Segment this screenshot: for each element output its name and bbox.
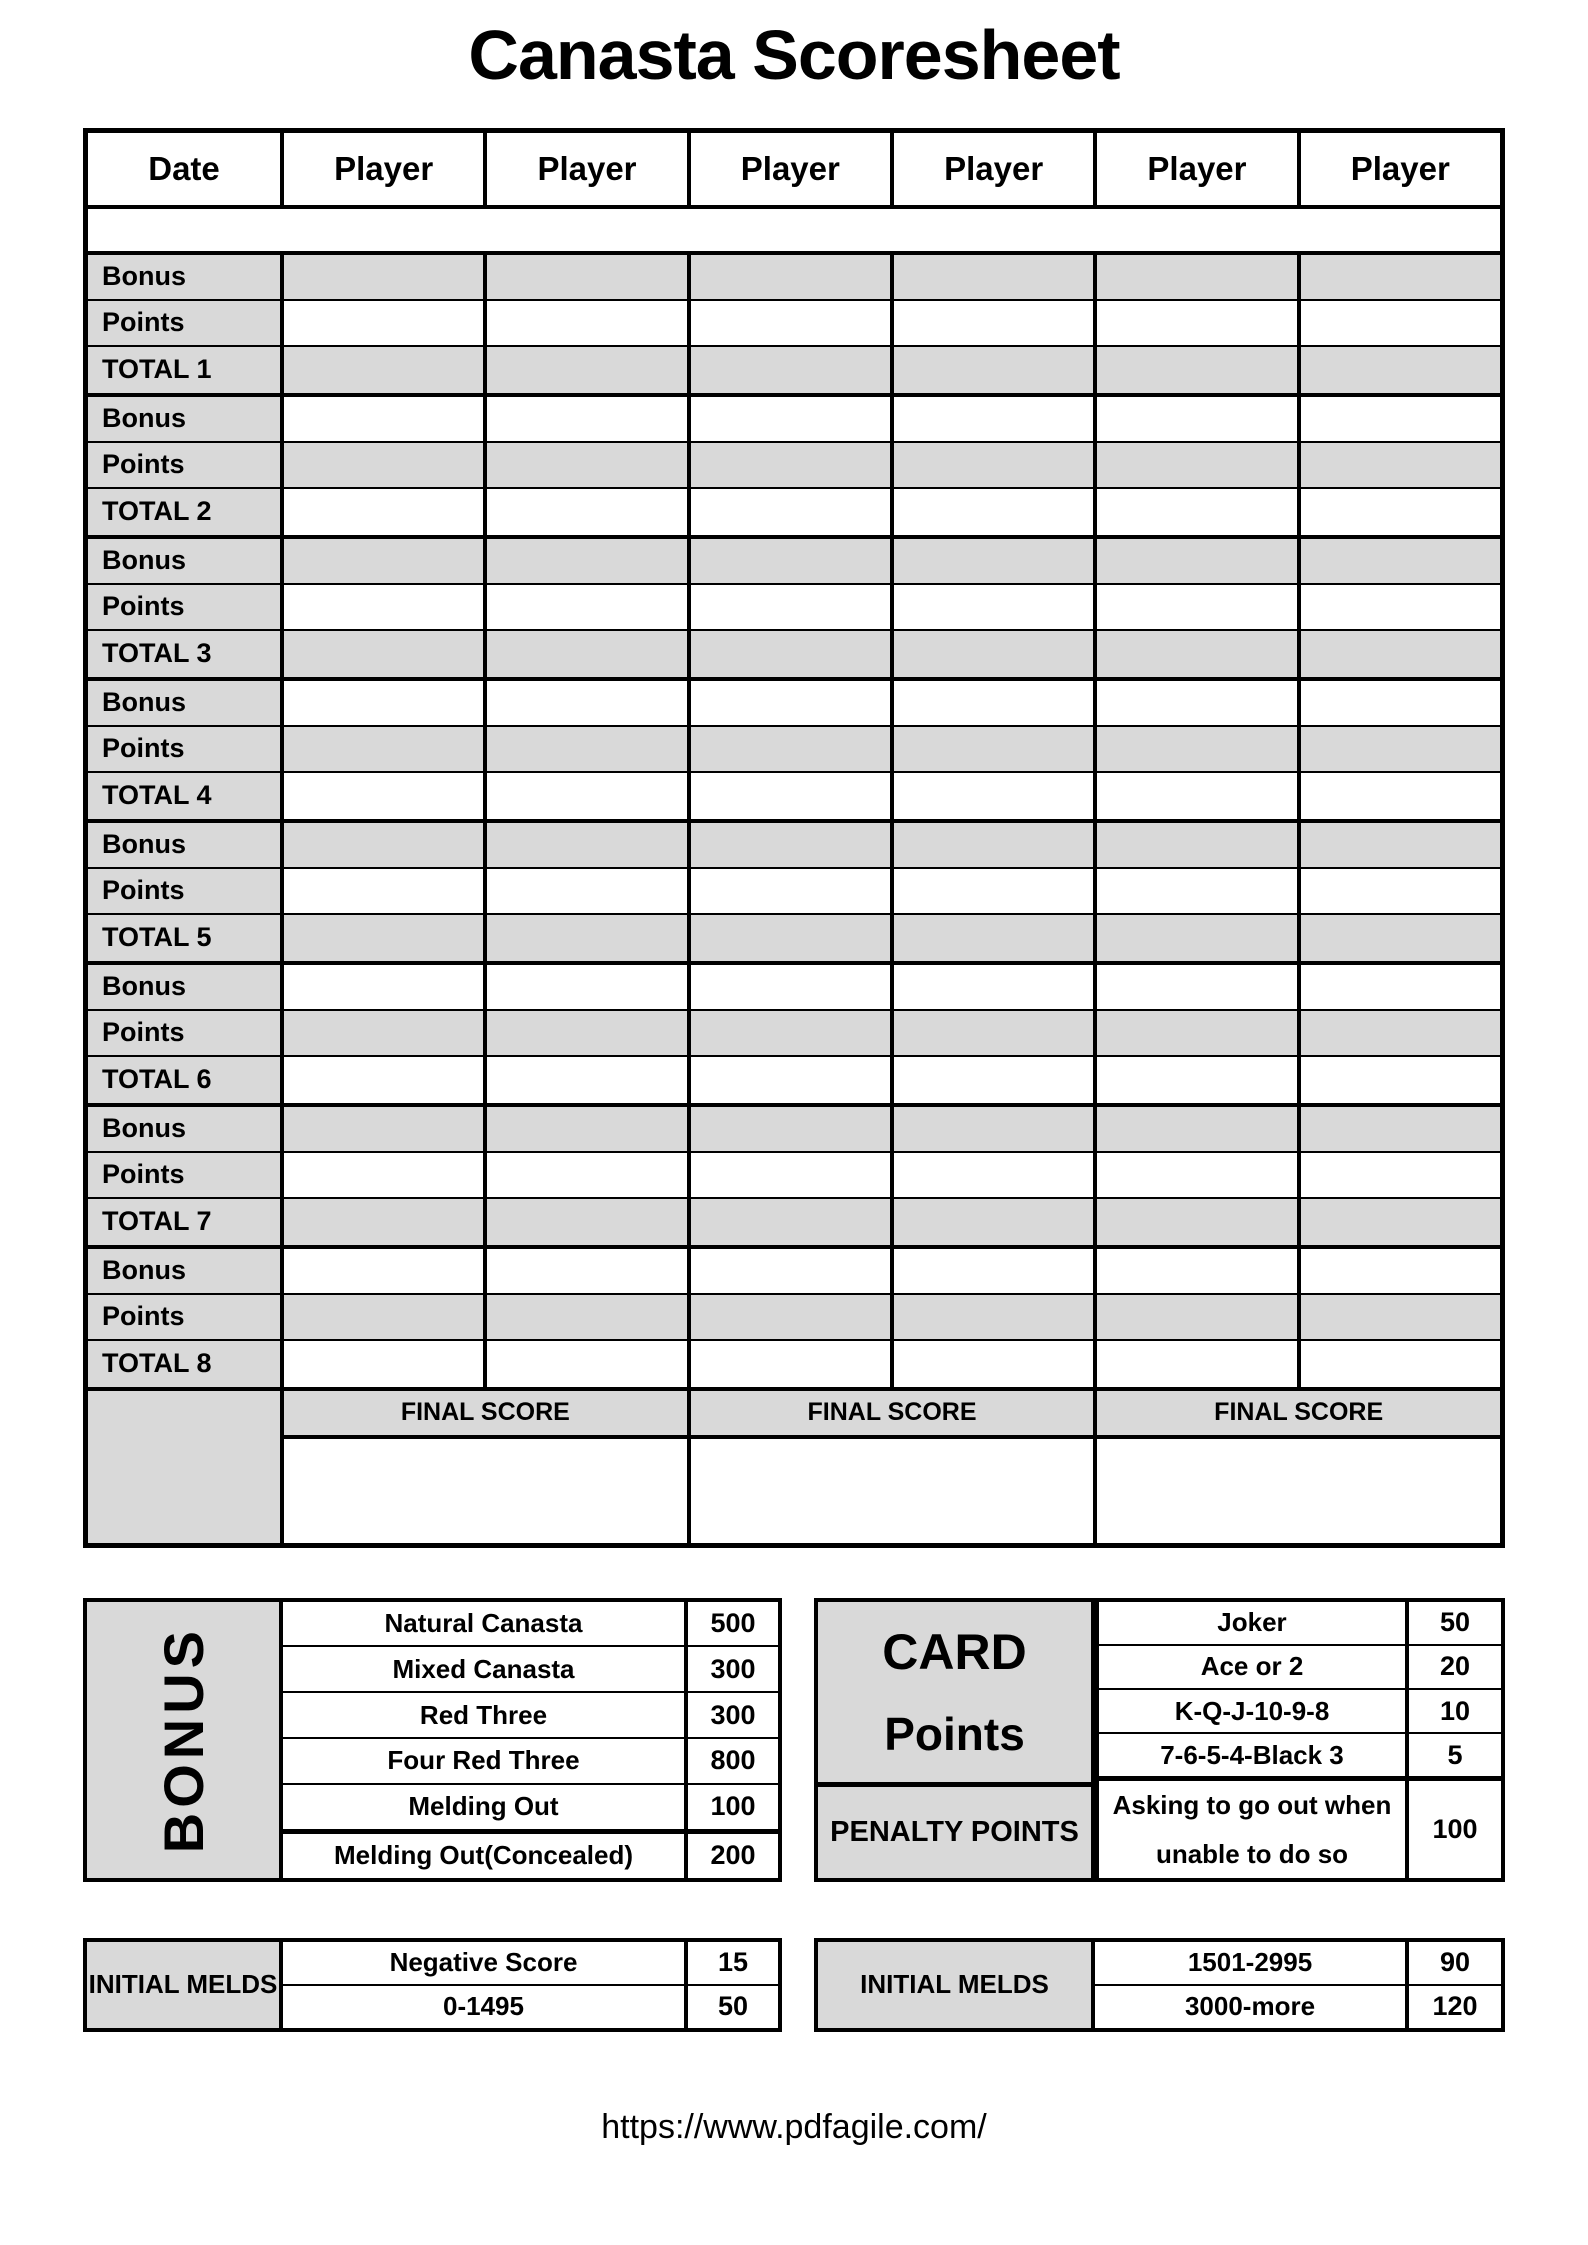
score-cell[interactable] — [1097, 1295, 1300, 1339]
bonus-item-value: 500 — [688, 1602, 778, 1646]
score-cell[interactable] — [691, 773, 894, 819]
score-row — [88, 255, 1500, 301]
score-cell[interactable] — [487, 397, 690, 441]
score-cell[interactable] — [691, 489, 894, 535]
score-cell[interactable] — [487, 823, 690, 867]
initial-meld-label: 3000-more — [1095, 1986, 1409, 2028]
score-row — [88, 823, 1500, 869]
score-cell[interactable] — [284, 1199, 487, 1245]
score-cell[interactable] — [1097, 1107, 1300, 1151]
initial-melds-table-left — [283, 1938, 782, 2032]
score-cell[interactable] — [894, 1011, 1097, 1055]
score-cell[interactable] — [1301, 539, 1500, 583]
score-cell[interactable] — [1301, 443, 1500, 487]
score-cell[interactable] — [1097, 681, 1300, 725]
card-point-value: 5 — [1409, 1734, 1501, 1776]
score-cell[interactable] — [487, 727, 690, 771]
card-point-label: 7-6-5-4-Black 3 — [1099, 1734, 1409, 1776]
score-cell[interactable] — [691, 347, 894, 393]
initial-meld-label: 0-1495 — [283, 1986, 688, 2028]
score-cell[interactable] — [1097, 443, 1300, 487]
row-label-cell: Points — [88, 1011, 284, 1055]
initial-meld-value: 15 — [688, 1942, 778, 1984]
score-cell[interactable] — [487, 1153, 690, 1197]
player-column-header: Player — [487, 133, 690, 205]
player-column-header: Player — [894, 133, 1097, 205]
score-cell[interactable] — [894, 1153, 1097, 1197]
score-cell[interactable] — [1301, 727, 1500, 771]
final-score-header: FINAL SCORE — [284, 1391, 691, 1435]
score-cell[interactable] — [284, 773, 487, 819]
card-point-row — [1099, 1690, 1501, 1734]
score-cell[interactable] — [691, 255, 894, 299]
score-cell[interactable] — [894, 1341, 1097, 1387]
score-row — [88, 1153, 1500, 1199]
score-cell[interactable] — [1301, 1341, 1500, 1387]
final-score-cell[interactable] — [1097, 1439, 1500, 1543]
score-cell[interactable] — [284, 1057, 487, 1103]
score-cell[interactable] — [284, 1341, 487, 1387]
score-cell[interactable] — [284, 965, 487, 1009]
player-column-header: Player — [284, 133, 487, 205]
score-cell[interactable] — [284, 1295, 487, 1339]
bonus-items-table — [283, 1598, 782, 1882]
card-points-column — [814, 1598, 1095, 1882]
card-point-value: 50 — [1409, 1602, 1501, 1644]
initial-meld-row — [1095, 1986, 1501, 2028]
row-label-cell: Bonus — [88, 823, 284, 867]
final-score-cell[interactable] — [691, 1439, 1098, 1543]
bonus-item-value: 300 — [688, 1693, 778, 1737]
row-label-cell: Bonus — [88, 1107, 284, 1151]
score-cell[interactable] — [691, 1107, 894, 1151]
score-cell[interactable] — [284, 539, 487, 583]
score-cell[interactable] — [1097, 727, 1300, 771]
date-column-header: Date — [88, 133, 284, 205]
score-cell[interactable] — [487, 869, 690, 913]
score-row — [88, 773, 1500, 819]
score-cell[interactable] — [691, 965, 894, 1009]
score-cell[interactable] — [487, 1249, 690, 1293]
bonus-item-row — [283, 1834, 778, 1878]
score-cell[interactable] — [1097, 869, 1300, 913]
score-cell[interactable] — [691, 631, 894, 677]
score-cell[interactable] — [894, 397, 1097, 441]
score-cell[interactable] — [1097, 1153, 1300, 1197]
score-row — [88, 915, 1500, 961]
score-table — [83, 128, 1505, 1548]
score-group-4 — [88, 681, 1500, 823]
bonus-item-row — [283, 1693, 778, 1739]
score-cell[interactable] — [284, 347, 487, 393]
card-points-title-cell — [818, 1602, 1091, 1788]
score-cell[interactable] — [1097, 1341, 1300, 1387]
bonus-section — [83, 1598, 1505, 1882]
score-group-6 — [88, 965, 1500, 1107]
score-cell[interactable] — [487, 915, 690, 961]
player-column-header: Player — [1097, 133, 1300, 205]
score-cell[interactable] — [1301, 869, 1500, 913]
score-cell[interactable] — [691, 1011, 894, 1055]
row-label-cell: TOTAL 5 — [88, 915, 284, 961]
score-cell[interactable] — [894, 681, 1097, 725]
score-cell[interactable] — [284, 631, 487, 677]
score-cell[interactable] — [1097, 1249, 1300, 1293]
card-points-table — [1095, 1598, 1505, 1882]
player-column-header: Player — [1301, 133, 1500, 205]
score-cell[interactable] — [1097, 301, 1300, 345]
score-group-8 — [88, 1249, 1500, 1391]
score-cell[interactable] — [1301, 397, 1500, 441]
score-cell[interactable] — [284, 585, 487, 629]
score-cell[interactable] — [894, 965, 1097, 1009]
final-score-main — [284, 1391, 1500, 1543]
score-cell[interactable] — [487, 1057, 690, 1103]
initial-meld-value: 120 — [1409, 1986, 1501, 2028]
score-group-7 — [88, 1107, 1500, 1249]
score-cell[interactable] — [1301, 1153, 1500, 1197]
score-cell[interactable] — [284, 489, 487, 535]
score-cell[interactable] — [487, 255, 690, 299]
score-row — [88, 301, 1500, 347]
score-cell[interactable] — [691, 727, 894, 771]
penalty-label-line1: Asking to go out when — [1112, 1790, 1392, 1821]
score-cell[interactable] — [487, 1107, 690, 1151]
score-cell[interactable] — [1301, 347, 1500, 393]
initial-meld-row — [283, 1986, 778, 2028]
score-cell[interactable] — [1097, 255, 1300, 299]
bonus-item-row — [283, 1602, 778, 1648]
score-group-2 — [88, 397, 1500, 539]
score-cell[interactable] — [487, 681, 690, 725]
final-score-side-cell — [88, 1391, 284, 1543]
score-cell[interactable] — [894, 301, 1097, 345]
score-cell[interactable] — [284, 1249, 487, 1293]
score-cell[interactable] — [487, 301, 690, 345]
score-cell[interactable] — [691, 301, 894, 345]
score-cell[interactable] — [691, 1057, 894, 1103]
score-cell[interactable] — [1097, 1057, 1300, 1103]
score-cell[interactable] — [894, 1057, 1097, 1103]
row-label-cell: TOTAL 2 — [88, 489, 284, 535]
initial-meld-label: Negative Score — [283, 1942, 688, 1984]
row-label-cell: TOTAL 3 — [88, 631, 284, 677]
score-row — [88, 489, 1500, 535]
score-cell[interactable] — [894, 1199, 1097, 1245]
score-cell[interactable] — [691, 1153, 894, 1197]
score-cell[interactable] — [284, 727, 487, 771]
score-cell[interactable] — [691, 1341, 894, 1387]
card-point-row — [1099, 1734, 1501, 1776]
score-cell[interactable] — [1301, 1199, 1500, 1245]
score-cell[interactable] — [487, 1011, 690, 1055]
score-row — [88, 965, 1500, 1011]
score-cell[interactable] — [894, 773, 1097, 819]
initial-melds-title-left: INITIAL MELDS — [83, 1938, 283, 2032]
row-label-cell: Bonus — [88, 681, 284, 725]
score-cell[interactable] — [1097, 915, 1300, 961]
row-label-cell: Points — [88, 1153, 284, 1197]
row-label-cell: Points — [88, 443, 284, 487]
final-score-header: FINAL SCORE — [1097, 1391, 1500, 1435]
score-cell[interactable] — [284, 1153, 487, 1197]
score-cell[interactable] — [691, 1199, 894, 1245]
score-cell[interactable] — [1097, 489, 1300, 535]
initial-meld-row — [283, 1942, 778, 1986]
score-group-3 — [88, 539, 1500, 681]
row-label-cell: Bonus — [88, 539, 284, 583]
bonus-item-value: 300 — [688, 1647, 778, 1691]
score-cell[interactable] — [1301, 915, 1500, 961]
score-cell[interactable] — [1301, 585, 1500, 629]
bonus-item-label: Melding Out(Concealed) — [283, 1834, 688, 1878]
score-row — [88, 1295, 1500, 1341]
penalty-item-value: 100 — [1409, 1781, 1501, 1877]
initial-melds-title-right: INITIAL MELDS — [814, 1938, 1095, 2032]
row-label-cell: Points — [88, 585, 284, 629]
score-row — [88, 727, 1500, 773]
band-gap — [782, 1938, 814, 2032]
score-cell[interactable] — [487, 965, 690, 1009]
score-cell[interactable] — [487, 1199, 690, 1245]
score-cell[interactable] — [894, 1107, 1097, 1151]
score-cell[interactable] — [894, 823, 1097, 867]
row-label-cell: Points — [88, 727, 284, 771]
date-entry-row[interactable] — [88, 209, 1500, 255]
score-cell[interactable] — [487, 1341, 690, 1387]
score-table-header-row — [88, 133, 1500, 209]
bonus-item-value: 800 — [688, 1739, 778, 1783]
score-cell[interactable] — [894, 489, 1097, 535]
score-cell[interactable] — [691, 681, 894, 725]
score-row — [88, 347, 1500, 393]
score-row — [88, 681, 1500, 727]
card-point-label: Joker — [1099, 1602, 1409, 1644]
score-cell[interactable] — [1097, 347, 1300, 393]
initial-melds-table-right — [1095, 1938, 1505, 2032]
score-cell[interactable] — [284, 443, 487, 487]
row-label-cell: Points — [88, 869, 284, 913]
score-cell[interactable] — [691, 539, 894, 583]
card-points-title-line2: Points — [884, 1707, 1025, 1760]
score-row — [88, 585, 1500, 631]
card-point-row — [1099, 1602, 1501, 1646]
score-cell[interactable] — [1097, 585, 1300, 629]
row-label-cell: Points — [88, 1295, 284, 1339]
card-point-value: 10 — [1409, 1690, 1501, 1732]
footer-url: https://www.pdfagile.com/ — [601, 2107, 987, 2146]
score-cell[interactable] — [1301, 823, 1500, 867]
score-cell[interactable] — [284, 397, 487, 441]
score-cell[interactable] — [894, 727, 1097, 771]
score-row — [88, 1249, 1500, 1295]
card-point-value: 20 — [1409, 1646, 1501, 1688]
score-cell[interactable] — [894, 1295, 1097, 1339]
score-cell[interactable] — [894, 347, 1097, 393]
score-row — [88, 1341, 1500, 1387]
card-point-row — [1099, 1646, 1501, 1690]
score-cell[interactable] — [1097, 1011, 1300, 1055]
bonus-side-label: BONUS — [151, 1625, 215, 1854]
score-row — [88, 1107, 1500, 1153]
score-cell[interactable] — [1097, 397, 1300, 441]
row-label-cell: TOTAL 6 — [88, 1057, 284, 1103]
score-cell[interactable] — [284, 681, 487, 725]
penalty-label-line2: unable to do so — [1155, 1838, 1349, 1869]
score-row — [88, 631, 1500, 677]
score-cell[interactable] — [1097, 965, 1300, 1009]
card-points-title-line1: CARD — [882, 1623, 1027, 1680]
score-cell[interactable] — [1301, 1295, 1500, 1339]
row-label-cell: TOTAL 1 — [88, 347, 284, 393]
score-groups — [88, 255, 1500, 1391]
penalty-points-title-cell: PENALTY POINTS — [830, 1815, 1079, 1848]
initial-meld-value: 50 — [688, 1986, 778, 2028]
penalty-item-row — [1099, 1781, 1501, 1877]
score-cell[interactable] — [894, 255, 1097, 299]
final-score-header: FINAL SCORE — [691, 1391, 1098, 1435]
card-points-rows — [1099, 1602, 1501, 1782]
score-cell[interactable] — [1301, 773, 1500, 819]
score-cell[interactable] — [691, 1295, 894, 1339]
score-cell[interactable] — [691, 915, 894, 961]
score-cell[interactable] — [487, 1295, 690, 1339]
score-cell[interactable] — [1097, 823, 1300, 867]
score-cell[interactable] — [1301, 489, 1500, 535]
bonus-item-label: Mixed Canasta — [283, 1647, 688, 1691]
score-cell[interactable] — [894, 631, 1097, 677]
score-cell[interactable] — [894, 539, 1097, 583]
final-score-header-row — [284, 1391, 1500, 1439]
final-score-section — [88, 1391, 1500, 1543]
score-row — [88, 1057, 1500, 1103]
score-cell[interactable] — [284, 255, 487, 299]
score-cell[interactable] — [1301, 1057, 1500, 1103]
score-row — [88, 1199, 1500, 1245]
bonus-item-value: 100 — [688, 1785, 778, 1829]
score-cell[interactable] — [894, 443, 1097, 487]
final-score-cell[interactable] — [284, 1439, 691, 1543]
score-group-1 — [88, 255, 1500, 397]
score-row — [88, 443, 1500, 489]
score-cell[interactable] — [487, 347, 690, 393]
score-cell[interactable] — [1301, 965, 1500, 1009]
score-cell[interactable] — [284, 1107, 487, 1151]
score-cell[interactable] — [691, 397, 894, 441]
score-cell[interactable] — [1097, 539, 1300, 583]
row-label-cell: TOTAL 7 — [88, 1199, 284, 1245]
score-cell[interactable] — [487, 631, 690, 677]
score-cell[interactable] — [284, 823, 487, 867]
score-cell[interactable] — [1301, 1107, 1500, 1151]
score-cell[interactable] — [691, 585, 894, 629]
bonus-item-value: 200 — [688, 1834, 778, 1878]
bonus-item-row — [283, 1785, 778, 1834]
score-cell[interactable] — [691, 823, 894, 867]
score-cell[interactable] — [1301, 1011, 1500, 1055]
player-column-header: Player — [691, 133, 894, 205]
bonus-side-cell — [83, 1598, 283, 1882]
score-cell[interactable] — [487, 585, 690, 629]
initial-meld-row — [1095, 1942, 1501, 1986]
score-cell[interactable] — [284, 1011, 487, 1055]
row-label-cell: Bonus — [88, 965, 284, 1009]
score-row — [88, 397, 1500, 443]
score-cell[interactable] — [1097, 773, 1300, 819]
score-cell[interactable] — [487, 773, 690, 819]
score-cell[interactable] — [1097, 1199, 1300, 1245]
score-row — [88, 539, 1500, 585]
row-label-cell: Points — [88, 301, 284, 345]
bonus-item-label: Natural Canasta — [283, 1602, 688, 1646]
score-group-5 — [88, 823, 1500, 965]
score-cell[interactable] — [894, 1249, 1097, 1293]
final-score-entry-row — [284, 1439, 1500, 1543]
bonus-item-label: Four Red Three — [283, 1739, 688, 1783]
bonus-item-row — [283, 1647, 778, 1693]
score-cell[interactable] — [284, 915, 487, 961]
row-label-cell: Bonus — [88, 397, 284, 441]
penalty-item-label — [1099, 1781, 1409, 1877]
score-row — [88, 1011, 1500, 1057]
card-point-label: K-Q-J-10-9-8 — [1099, 1690, 1409, 1732]
score-cell[interactable] — [894, 869, 1097, 913]
score-cell[interactable] — [1301, 301, 1500, 345]
score-cell[interactable] — [894, 915, 1097, 961]
row-label-cell: TOTAL 4 — [88, 773, 284, 819]
initial-meld-value: 90 — [1409, 1942, 1501, 1984]
bonus-item-label: Melding Out — [283, 1785, 688, 1829]
score-cell[interactable] — [487, 443, 690, 487]
score-cell[interactable] — [1301, 255, 1500, 299]
initial-melds-section — [83, 1938, 1505, 2032]
row-label-cell: TOTAL 8 — [88, 1341, 284, 1387]
score-cell[interactable] — [1301, 631, 1500, 677]
score-cell[interactable] — [284, 869, 487, 913]
bonus-item-label: Red Three — [283, 1693, 688, 1737]
page-title: Canasta Scoresheet — [468, 16, 1120, 94]
row-label-cell: Bonus — [88, 255, 284, 299]
score-cell[interactable] — [1097, 631, 1300, 677]
score-cell[interactable] — [487, 539, 690, 583]
bonus-item-row — [283, 1739, 778, 1785]
score-cell[interactable] — [1301, 681, 1500, 725]
band-gap — [782, 1598, 814, 1882]
score-cell[interactable] — [487, 489, 690, 535]
score-row — [88, 869, 1500, 915]
score-cell[interactable] — [894, 585, 1097, 629]
card-point-label: Ace or 2 — [1099, 1646, 1409, 1688]
score-cell[interactable] — [284, 301, 487, 345]
score-cell[interactable] — [691, 1249, 894, 1293]
initial-meld-label: 1501-2995 — [1095, 1942, 1409, 1984]
score-cell[interactable] — [1301, 1249, 1500, 1293]
score-cell[interactable] — [691, 869, 894, 913]
score-cell[interactable] — [691, 443, 894, 487]
row-label-cell: Bonus — [88, 1249, 284, 1293]
